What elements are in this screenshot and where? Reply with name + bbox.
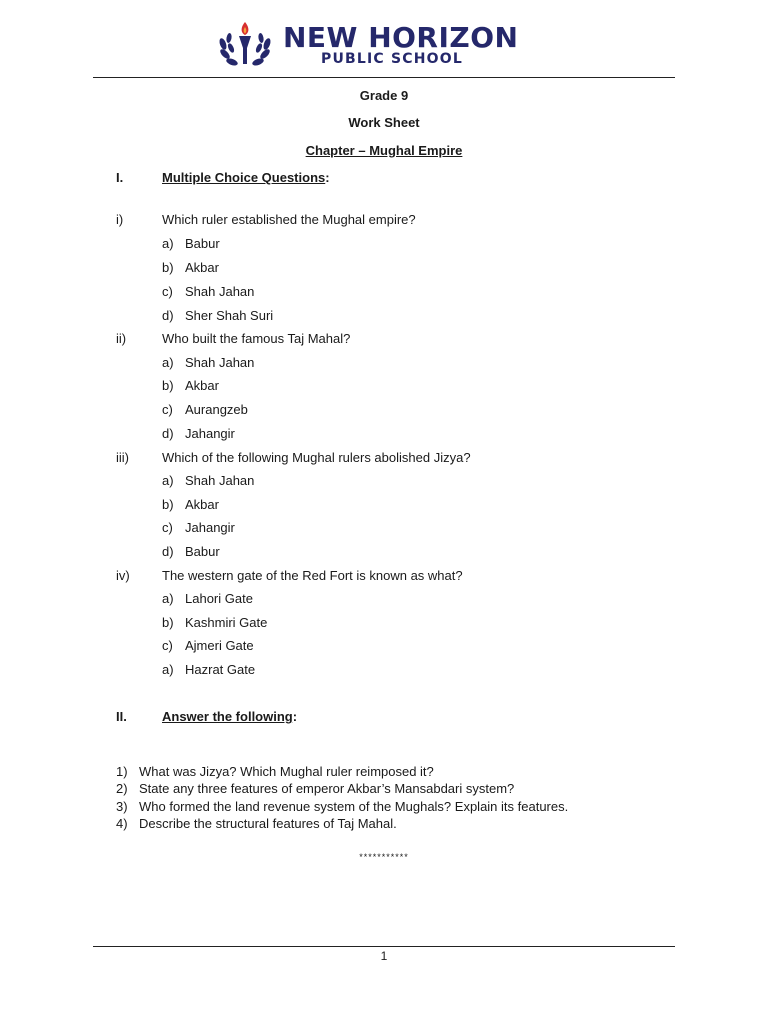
option-text: Shah Jahan: [185, 284, 255, 299]
question-number: 2): [116, 781, 128, 796]
school-name: NEW HORIZON: [283, 21, 519, 54]
page-number: 1: [380, 949, 388, 963]
option-text: Hazrat Gate: [185, 662, 256, 677]
option-letter: a): [162, 355, 174, 370]
option-letter: d): [162, 544, 174, 559]
option-letter: c): [162, 284, 173, 299]
section2-colon: :: [292, 709, 298, 724]
question-number: iii): [116, 450, 129, 465]
section1-heading-text: Multiple Choice Questions: [162, 170, 326, 185]
torch-laurel-icon: [215, 20, 275, 70]
option-letter: c): [162, 402, 173, 417]
question-text: Who formed the land revenue system of the Mughals? Explain its features.: [139, 799, 569, 814]
question-number: i): [116, 212, 124, 227]
option-text: Lahori Gate: [185, 591, 253, 606]
option-letter: b): [162, 378, 174, 393]
option-text: Shah Jahan: [185, 473, 255, 488]
section2-heading-text: Answer the following: [162, 709, 293, 724]
section2-heading: [162, 709, 297, 724]
option-letter: d): [162, 308, 174, 323]
option-text: Shah Jahan: [185, 355, 255, 370]
chapter-title: [0, 143, 768, 158]
option-text: Babur: [185, 236, 220, 251]
question-number: 3): [116, 799, 128, 814]
question-number: ii): [116, 331, 127, 346]
option-text: Akbar: [185, 378, 219, 393]
section1-heading: [162, 170, 330, 185]
option-letter: b): [162, 260, 174, 275]
end-stars: ***********: [359, 852, 409, 862]
question-text: State any three features of emperor Akbar’s Mansabdari system?: [139, 781, 515, 796]
option-text: Jahangir: [185, 426, 235, 441]
chapter-title-text: Chapter – Mughal Empire: [305, 143, 463, 158]
section1-numeral: I.: [116, 170, 124, 185]
option-text: Akbar: [185, 497, 219, 512]
question-text: The western gate of the Red Fort is known as what?: [162, 568, 463, 583]
option-text: Akbar: [185, 260, 219, 275]
header-rule: [93, 77, 675, 78]
option-text: Sher Shah Suri: [185, 308, 274, 323]
option-letter: a): [162, 473, 174, 488]
question-number: 4): [116, 816, 128, 831]
option-text: Ajmeri Gate: [185, 638, 254, 653]
option-text: Kashmiri Gate: [185, 615, 268, 630]
school-logo: [215, 20, 535, 72]
question-text: Who built the famous Taj Mahal?: [162, 331, 351, 346]
footer-rule: [93, 946, 675, 947]
section2-numeral: II.: [116, 709, 127, 724]
question-text: Describe the structural features of Taj Mahal.: [139, 816, 397, 831]
question-text: Which ruler established the Mughal empire?: [162, 212, 416, 227]
option-letter: b): [162, 615, 174, 630]
question-number: 1): [116, 764, 128, 779]
option-letter: a): [162, 662, 174, 677]
question-number: iv): [116, 568, 130, 583]
worksheet-title: Work Sheet: [348, 115, 420, 130]
school-subtitle: PUBLIC SCHOOL: [321, 51, 463, 67]
option-text: Aurangzeb: [185, 402, 248, 417]
option-text: Jahangir: [185, 520, 235, 535]
option-letter: a): [162, 591, 174, 606]
option-letter: d): [162, 426, 174, 441]
option-letter: a): [162, 236, 174, 251]
question-text: What was Jizya? Which Mughal ruler reimposed it?: [139, 764, 434, 779]
question-text: Which of the following Mughal rulers abolished Jizya?: [162, 450, 471, 465]
section1-colon: :: [325, 170, 330, 185]
grade-title: Grade 9: [359, 88, 409, 103]
option-letter: c): [162, 520, 173, 535]
option-text: Babur: [185, 544, 220, 559]
option-letter: c): [162, 638, 173, 653]
option-letter: b): [162, 497, 174, 512]
